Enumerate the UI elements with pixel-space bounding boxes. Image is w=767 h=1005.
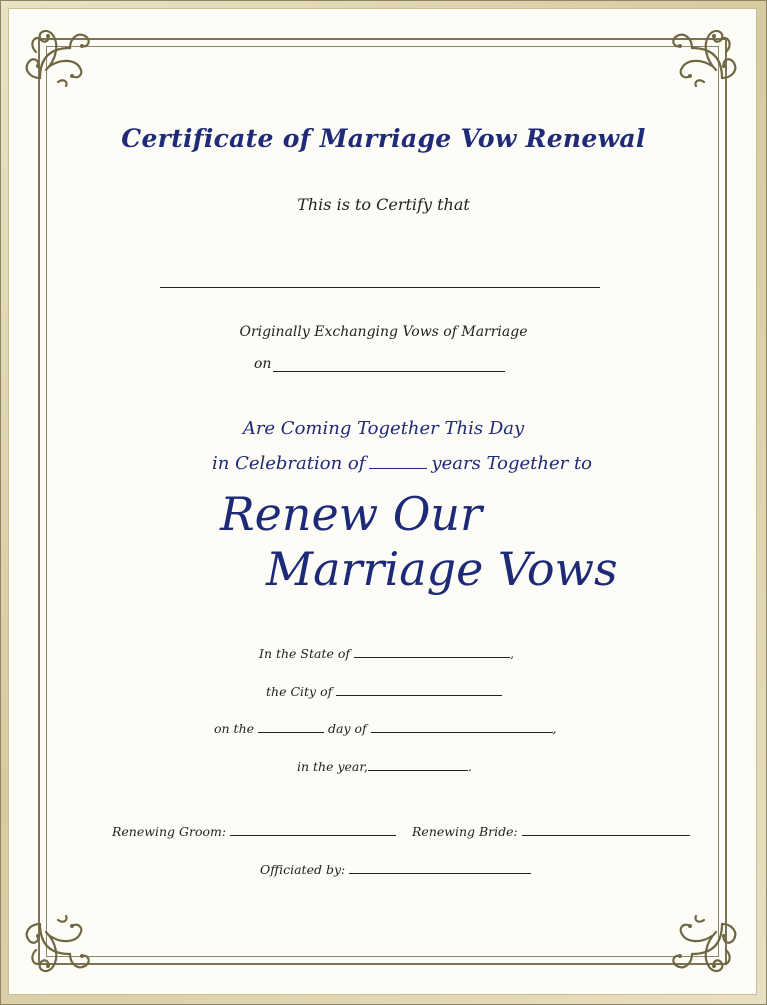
day-of-label: day of [328,721,367,736]
state-row [259,644,514,661]
corner-ornament-icon [662,8,752,98]
day-line [258,719,324,733]
original-date-label: on [254,356,272,372]
corner-ornament-icon [10,904,100,994]
original-vows-text: Originally Exchanging Vows of Marriage [239,324,528,340]
officiated-row [260,860,531,877]
on-the-label: on the [214,721,255,736]
day-punct: , [552,721,557,736]
renew-heading-line2: Marriage Vows [266,542,618,596]
corner-ornament-icon [662,904,752,994]
year-row [297,757,472,774]
renew-heading-line1: Renew Our [220,487,483,541]
bride-signature-line [522,822,690,836]
state-punct: , [509,646,514,661]
year-label: in the year, [297,759,368,774]
groom-label: Renewing Groom: [112,824,227,839]
day-row [214,719,557,736]
officiant-signature-line [349,860,531,874]
city-label: the City of [266,684,333,699]
corner-ornament-icon [10,8,100,98]
bride-label: Renewing Bride: [412,824,518,839]
state-line [354,644,510,658]
years-blank [369,452,427,469]
groom-signature-line [230,822,396,836]
celebration-suffix: years Together to [431,453,593,474]
celebration-row [212,452,592,474]
signature-row [112,822,690,839]
city-row [266,682,502,699]
couple-name-line [160,287,600,288]
celebration-prefix: in Celebration of [212,453,366,474]
certificate-title: Certificate of Marriage Vow Renewal [121,124,646,153]
year-punct: . [467,759,472,774]
original-date-line [273,371,505,372]
officiated-label: Officiated by: [260,862,346,877]
month-line [371,719,553,733]
certify-text: This is to Certify that [297,195,470,214]
state-label: In the State of [259,646,350,661]
year-line [368,757,468,771]
city-line [336,682,502,696]
together-text: Are Coming Together This Day [242,418,525,439]
